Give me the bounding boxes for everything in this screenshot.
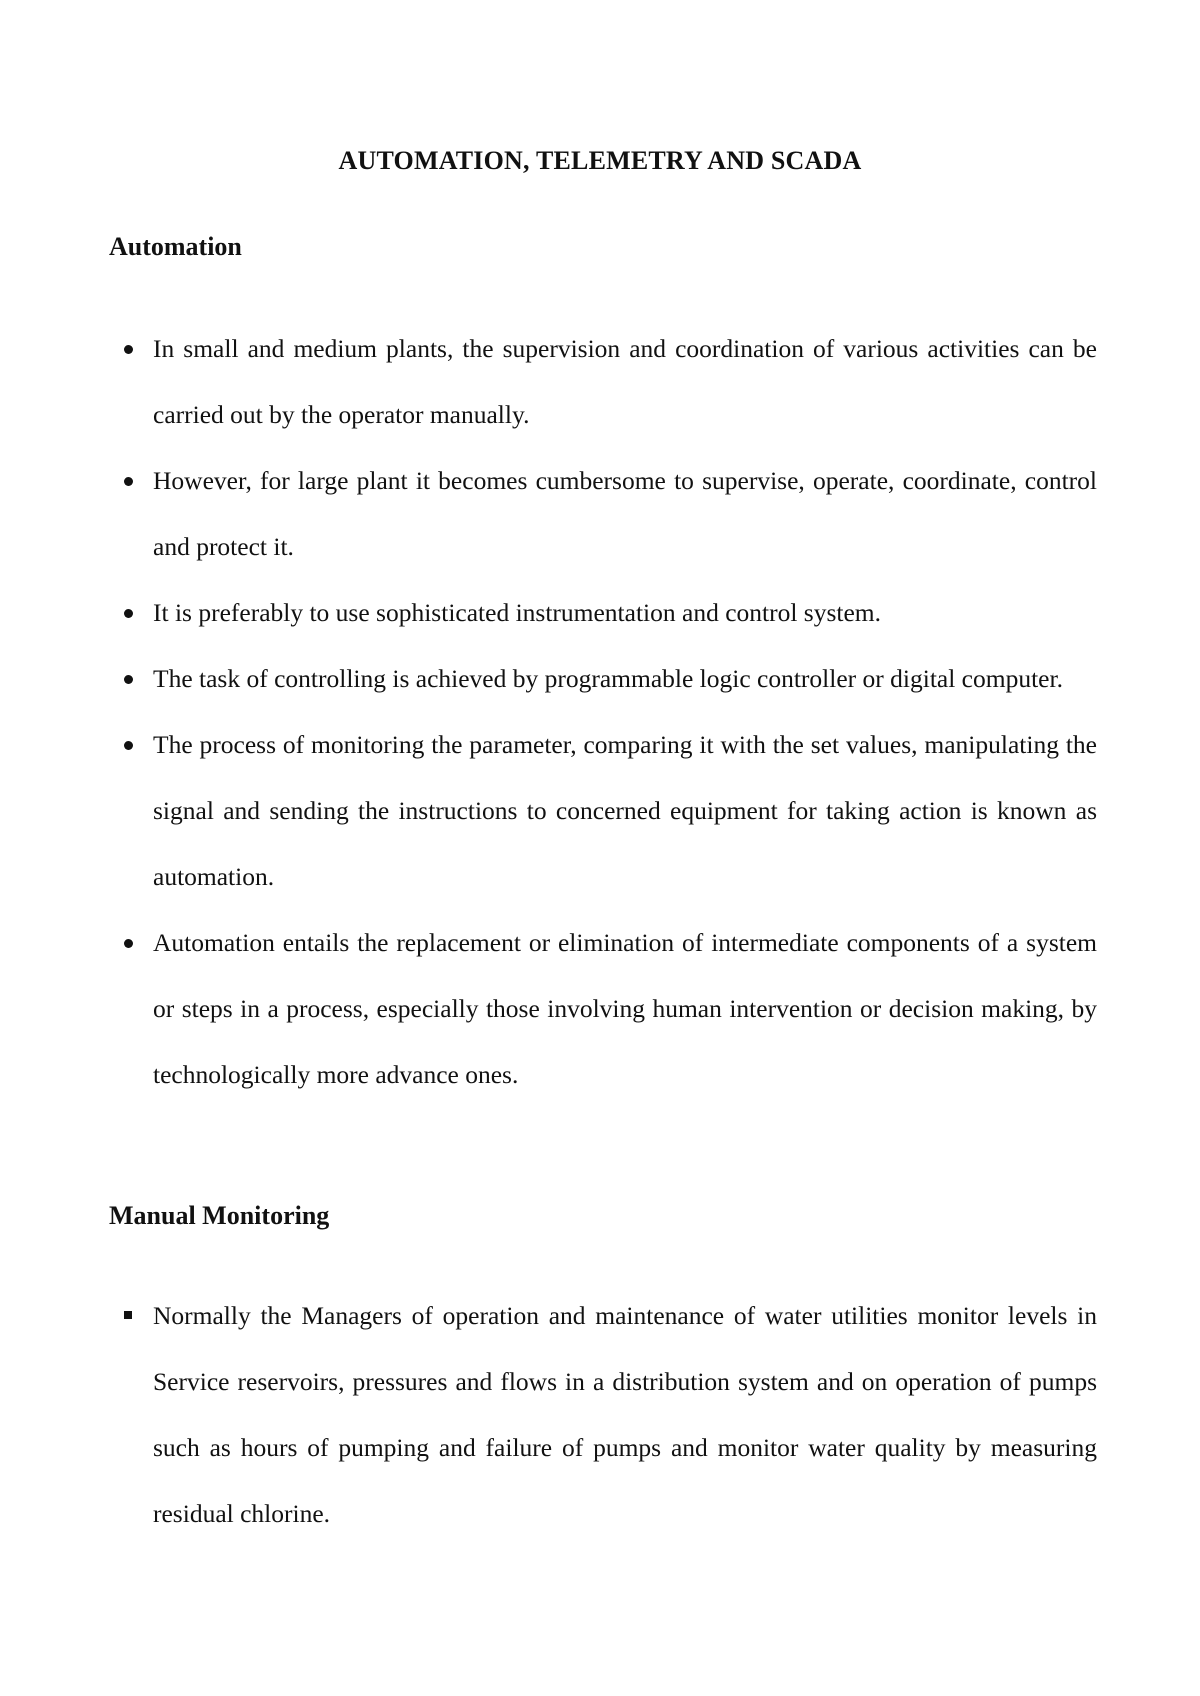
list-item xyxy=(109,646,1097,712)
bullet-dot-icon xyxy=(121,316,141,382)
list-item-text: Normally the Managers of operation and maintenance of water utilities monitor levels in Service reservoirs, pressures and flows in a distribution system and on operation of pumps such as hours of pumping and failure of pumps and monitor water quality by measuring residual chlorine. xyxy=(153,1301,1097,1528)
bullet-square-icon xyxy=(121,1283,141,1349)
bullet-dot-icon xyxy=(121,712,141,778)
bullet-dot-icon xyxy=(121,646,141,712)
list-item-text: In small and medium plants, the supervision and coordination of various activities can be carried out by the operator manually. xyxy=(153,334,1097,429)
list-item xyxy=(109,712,1097,910)
list-item xyxy=(109,316,1097,448)
list-item-text: The task of controlling is achieved by programmable logic controller or digital computer. xyxy=(153,664,1063,693)
list-item xyxy=(109,448,1097,580)
bullet-dot-icon xyxy=(121,910,141,976)
list-item-text: It is preferably to use sophisticated instrumentation and control system. xyxy=(153,598,882,627)
section-heading-automation: Automation xyxy=(109,232,242,261)
bullet-dot-icon xyxy=(121,448,141,514)
bullet-dot-icon xyxy=(121,580,141,646)
list-item xyxy=(109,1283,1097,1547)
list-item xyxy=(109,910,1097,1108)
automation-bullet-list xyxy=(109,316,1097,1108)
section-heading-manual-monitoring: Manual Monitoring xyxy=(109,1201,330,1230)
manual-monitoring-bullet-list xyxy=(109,1283,1097,1547)
list-item-text: Automation entails the replacement or elimination of intermediate components of a system or steps in a process, especially those involving human intervention or decision making, by technologically more advance ones. xyxy=(153,928,1097,1089)
list-item-text: However, for large plant it becomes cumbersome to supervise, operate, coordinate, control and protect it. xyxy=(153,466,1097,561)
list-item xyxy=(109,580,1097,646)
document-title: AUTOMATION, TELEMETRY AND SCADA xyxy=(338,146,862,175)
list-item-text: The process of monitoring the parameter, comparing it with the set values, manipulating the signal and sending the instructions to concerned equipment for taking action is known as automation. xyxy=(153,730,1097,891)
